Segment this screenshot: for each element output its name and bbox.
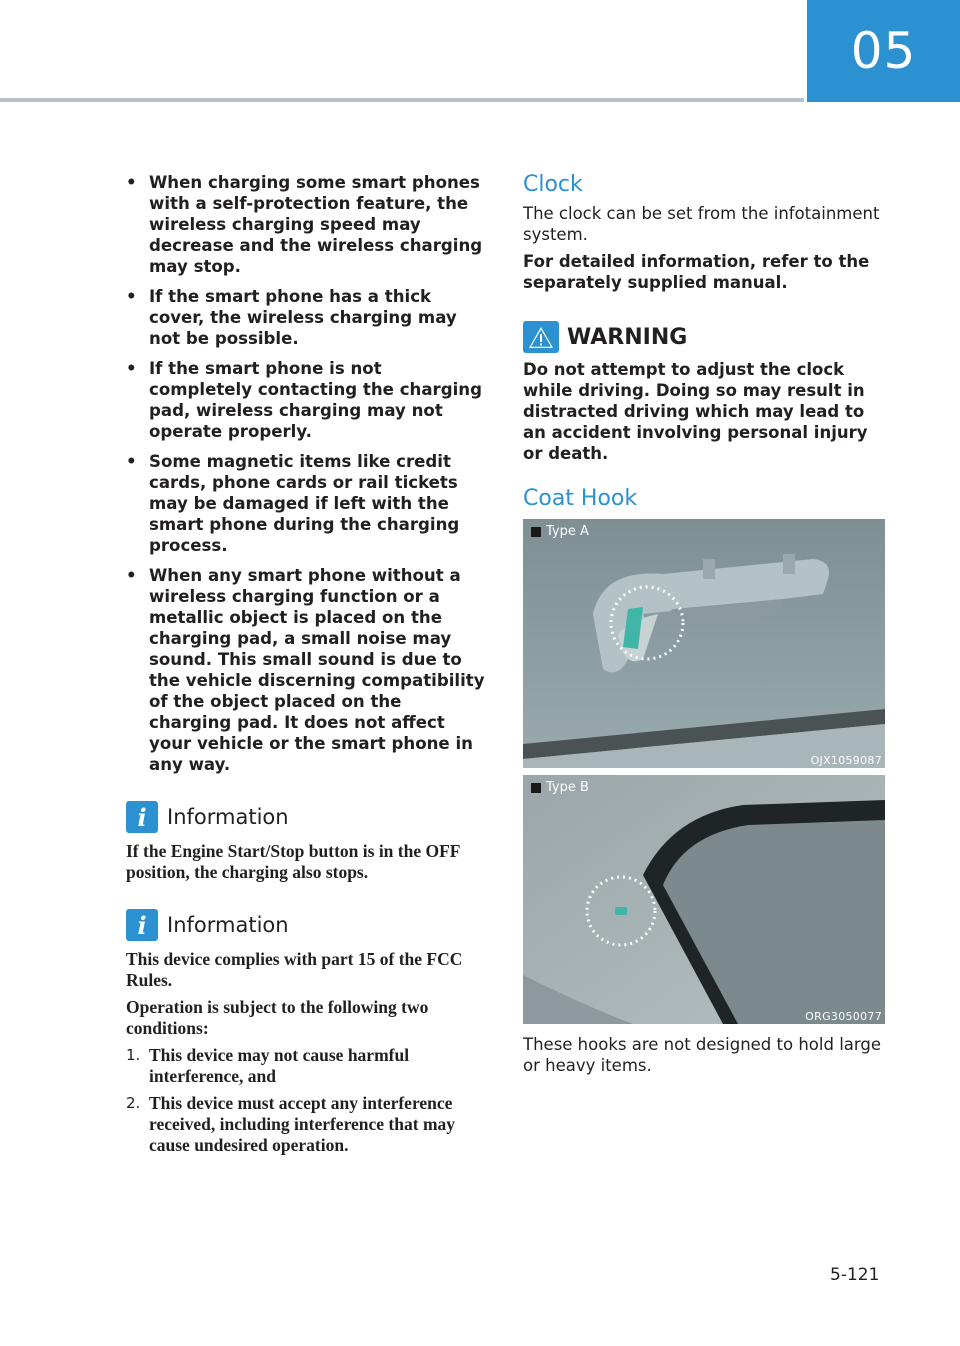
figure-label: Type A — [531, 524, 589, 539]
coat-hook-illustration-b — [523, 775, 885, 1024]
warning-title: WARNING — [567, 324, 688, 350]
list-item: • When charging some smart phones with a self-protection feature, the wireless charging speed may decrease and the wireless charging may stop. — [126, 173, 483, 276]
warning-icon — [523, 321, 559, 353]
label-square-icon — [531, 783, 541, 793]
clock-reference: For detailed information, refer to the separately supplied manual. — [523, 252, 870, 292]
warning-text: Do not attempt to adjust the clock while driving. Doing so may result in distracted driving which may lead to an accident involving personal injury or death. — [523, 360, 868, 463]
right-column — [523, 172, 885, 1076]
information-icon: i — [126, 801, 158, 833]
fcc-conditions-list — [126, 1045, 488, 1156]
charging-notes-list — [126, 172, 488, 775]
fcc-conditions-intro: Operation is subject to the following two conditions: — [126, 997, 429, 1038]
coat-hook-figure-type-b — [523, 775, 885, 1024]
list-item: • When any smart phone without a wireless charging function or a metallic object is placed on the charging pad, a small noise may sound. This small sound is due to the vehicle discerning compatibility of the object placed on the charging pad. It does not affect your vehicle or the smart phone in any way. — [126, 566, 485, 774]
clock-heading: Clock — [523, 172, 583, 197]
coat-hook-illustration-a — [523, 519, 885, 768]
figure-code: ORG3050077 — [805, 1010, 882, 1023]
coat-hook-figure-type-a — [523, 519, 885, 768]
page-number: 5-121 — [830, 1265, 880, 1285]
list-item: 1. This device may not cause harmful interference, and — [126, 1045, 410, 1086]
list-item: • Some magnetic items like credit cards, phone cards or rail tickets may be damaged if left with the smart phone during the charging process. — [126, 452, 460, 555]
information-icon: i — [126, 909, 158, 941]
list-item: • If the smart phone is not completely contacting the charging pad, wireless charging may not operate properly. — [126, 359, 482, 441]
header-rule — [0, 98, 804, 102]
coat-hook-heading: Coat Hook — [523, 486, 638, 511]
list-item: • If the smart phone has a thick cover, the wireless charging may not be possible. — [126, 287, 457, 348]
label-square-icon — [531, 527, 541, 537]
information-text: If the Engine Start/Stop button is in the OFF position, the charging also stops. — [126, 841, 460, 882]
information-box-engine — [126, 801, 488, 883]
information-title: Information — [167, 805, 289, 829]
figure-label: Type B — [531, 780, 589, 795]
clock-text: The clock can be set from the infotainment system. — [523, 204, 880, 244]
list-item: 2. This device must accept any interference received, including interference that may cause undesired operation. — [126, 1093, 456, 1155]
information-box-fcc — [126, 909, 488, 1156]
chapter-tab: 05 — [807, 0, 960, 102]
fcc-statement: This device complies with part 15 of the FCC Rules. — [126, 949, 463, 990]
warning-header — [523, 321, 885, 353]
information-title: Information — [167, 913, 289, 937]
left-column — [126, 172, 488, 1162]
figure-code: OJX1059087 — [810, 754, 882, 767]
coat-hook-caption: These hooks are not designed to hold large or heavy items. — [523, 1035, 882, 1075]
